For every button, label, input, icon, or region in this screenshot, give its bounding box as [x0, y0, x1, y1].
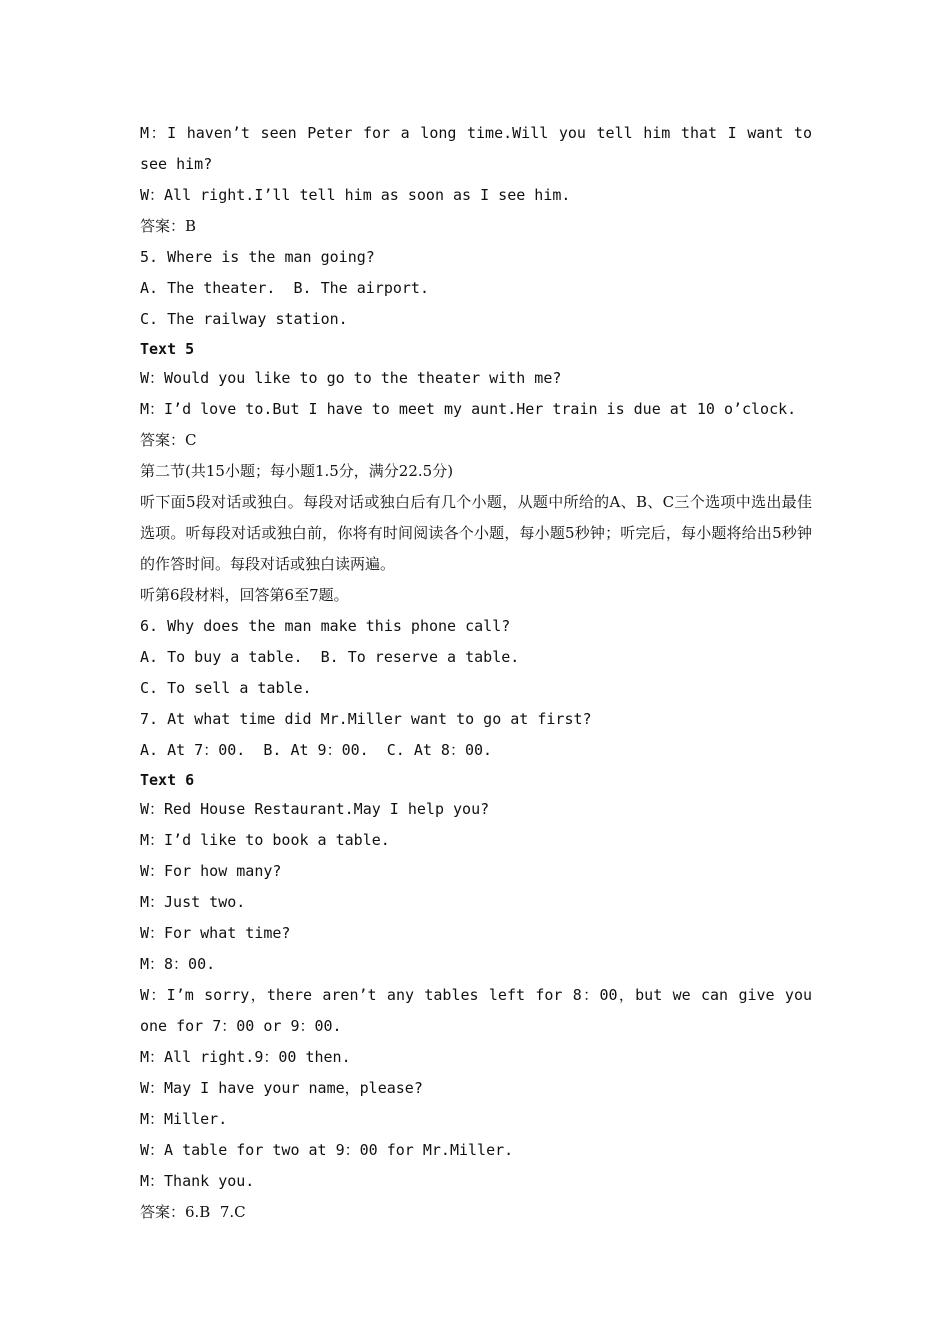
- options-line: A. At 7：00. B. At 9：00. C. At 8：00.: [140, 741, 493, 759]
- options-line: C. The railway station.: [140, 310, 348, 328]
- dialogue-line: M：Thank you.: [140, 1172, 255, 1190]
- dialogue-line: M：All right.9：00 then.: [140, 1048, 351, 1066]
- dialogue-line: W：Red House Restaurant.May I help you?: [140, 800, 490, 818]
- instructions-paragraph: 听下面5段对话或独白。每段对话或独白后有几个小题，从题中所给的A、B、C三个选项中选出最佳选项。听每段对话或独白前，你将有时间阅读各个小题，每小题5秒钟；听完后，每小题将给出5秒钟的作答时间。每段对话或独白读两遍。: [140, 493, 812, 573]
- options-line: A. To buy a table. B. To reserve a table.: [140, 648, 520, 666]
- question-5: 5. Where is the man going?: [140, 248, 375, 266]
- dialogue-line: W：I’m sorry，there aren’t any tables left for 8：00，but we can give you one for 7：00 or 9：00.: [140, 986, 812, 1035]
- dialogue-line: W：A table for two at 9：00 for Mr.Miller.: [140, 1141, 514, 1159]
- dialogue-line: M：Just two.: [140, 893, 246, 911]
- answer-line: 答案：B: [140, 217, 197, 235]
- dialogue-line: M：Miller.: [140, 1110, 228, 1128]
- question-6: 6. Why does the man make this phone call?: [140, 617, 511, 635]
- dialogue-line: W：Would you like to go to the theater with me?: [140, 369, 562, 387]
- answer-line: 答案：C: [140, 431, 197, 449]
- dialogue-line: M：I haven’t seen Peter for a long time.Will you tell him that I want to see him?: [140, 124, 812, 173]
- answer-line: 答案：6.B 7.C: [140, 1203, 246, 1221]
- section-heading: Text 6: [140, 771, 195, 789]
- instruction-line: 听第6段材料，回答第6至7题。: [140, 586, 349, 604]
- dialogue-line: W：All right.I’ll tell him as soon as I see him.: [140, 186, 571, 204]
- dialogue-line: W：For what time?: [140, 924, 291, 942]
- dialogue-line: M：I’d love to.But I have to meet my aunt.Her train is due at 10 o’clock.: [140, 400, 797, 418]
- dialogue-line: M：I’d like to book a table.: [140, 831, 390, 849]
- dialogue-line: W：May I have your name，please?: [140, 1079, 423, 1097]
- section-heading: Text 5: [140, 340, 195, 358]
- document-page: [140, 118, 812, 1228]
- dialogue-line: M：8：00.: [140, 955, 216, 973]
- section-title: 第二节(共15小题；每小题1.5分，满分22.5分): [140, 462, 454, 480]
- options-line: C. To sell a table.: [140, 679, 312, 697]
- options-line: A. The theater. B. The airport.: [140, 279, 429, 297]
- question-7: 7. At what time did Mr.Miller want to go at first?: [140, 710, 592, 728]
- dialogue-line: W：For how many?: [140, 862, 282, 880]
